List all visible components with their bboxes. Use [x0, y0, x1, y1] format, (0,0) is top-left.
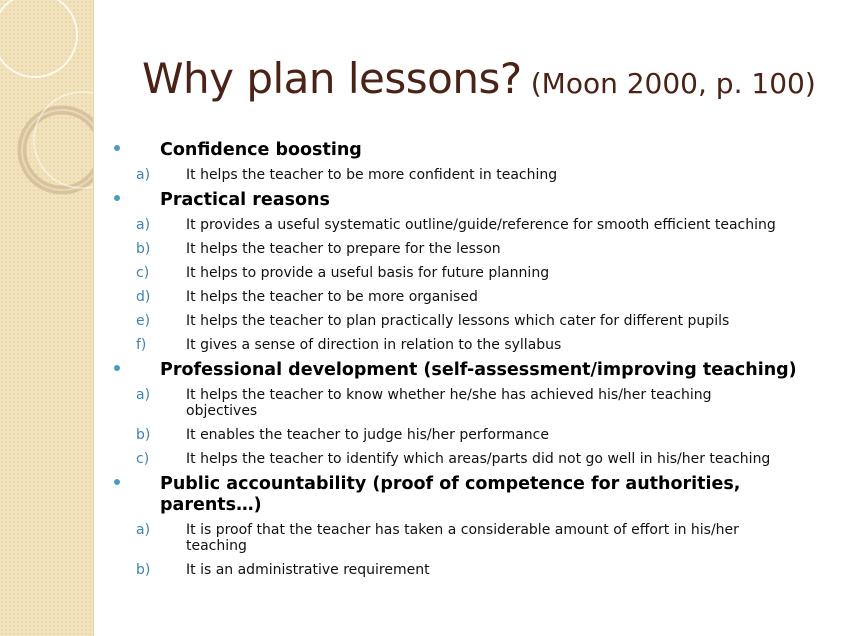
section-practical [0, 188, 848, 358]
item-text: It is an administrative requirement [186, 562, 430, 578]
list-item [0, 214, 848, 238]
item-marker: c) [136, 451, 150, 467]
item-text: It enables the teacher to judge his/her performance [186, 427, 549, 443]
list-item [0, 262, 848, 286]
item-marker: c) [136, 265, 150, 281]
item-text: It provides a useful systematic outline/guide/reference for smooth efficient teaching [186, 217, 776, 233]
list-item [0, 238, 848, 262]
list-item [0, 424, 848, 448]
list-item [0, 164, 848, 188]
item-text: It helps the teacher to be more confident in teaching [186, 167, 558, 183]
item-text: It is proof that the teacher has taken a considerable amount of effort in his/her teaching [186, 522, 739, 554]
item-marker: a) [136, 387, 151, 403]
section-heading: Practical reasons [160, 190, 330, 210]
list-item [0, 310, 848, 334]
item-marker: f) [136, 337, 147, 353]
list-item [0, 559, 848, 583]
item-text: It helps the teacher to be more organised [186, 289, 478, 305]
list-item [0, 448, 848, 472]
item-text: It helps the teacher to plan practically lessons which cater for different pupils [186, 313, 730, 329]
bullet-dot-icon [114, 479, 120, 485]
item-marker: b) [136, 562, 151, 578]
section-heading: Professional development (self-assessment/improving teaching) [160, 360, 797, 380]
section-public-accountability [0, 472, 848, 583]
list-item [0, 384, 848, 424]
item-marker: e) [136, 313, 151, 329]
section-heading: Public accountability (proof of competence for authorities, parents…) [160, 474, 741, 515]
bullet-list [0, 138, 848, 583]
item-marker: b) [136, 427, 151, 443]
section-heading: Confidence boosting [160, 140, 362, 160]
item-text: It helps the teacher to identify which areas/parts did not go well in his/her teaching [186, 451, 771, 467]
title-citation: (Moon 2000, p. 100) [530, 67, 816, 100]
section-confidence [0, 138, 848, 188]
item-text: It helps the teacher to prepare for the lesson [186, 241, 501, 257]
item-text: It helps to provide a useful basis for future planning [186, 265, 550, 281]
item-text: It gives a sense of direction in relation to the syllabus [186, 337, 562, 353]
list-item [0, 519, 848, 559]
section-professional-development [0, 358, 848, 472]
item-marker: a) [136, 167, 151, 183]
item-marker: b) [136, 241, 151, 257]
slide-title [142, 54, 816, 103]
bullet-dot-icon [114, 145, 120, 151]
title-main: Why plan lessons? [142, 54, 522, 103]
item-marker: a) [136, 522, 151, 538]
item-marker: d) [136, 289, 151, 305]
item-text: It helps the teacher to know whether he/she has achieved his/her teaching objectives [186, 387, 712, 419]
bullet-dot-icon [114, 365, 120, 371]
bullet-dot-icon [114, 195, 120, 201]
item-marker: a) [136, 217, 151, 233]
list-item [0, 334, 848, 358]
list-item [0, 286, 848, 310]
